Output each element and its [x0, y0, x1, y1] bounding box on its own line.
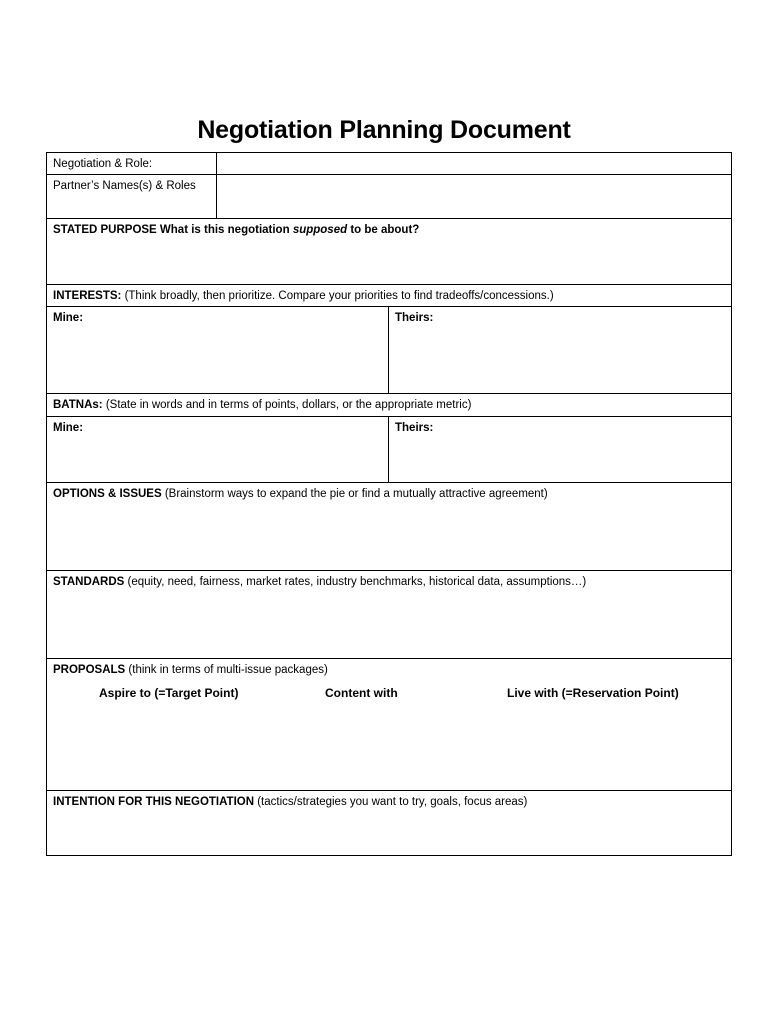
row-proposals[interactable] [47, 659, 731, 791]
batnas-description: (State in words and in terms of points, dollars, or the appropriate metric) [102, 399, 472, 411]
row-batnas [47, 417, 731, 483]
page-title: Negotiation Planning Document [197, 116, 571, 144]
planning-form [46, 152, 732, 856]
batnas-theirs-label: Theirs: [395, 422, 434, 434]
content-with-label: Content with [325, 686, 398, 700]
row-interests [47, 307, 731, 394]
batnas-heading: BATNAs: [53, 399, 103, 411]
intention-description: (tactics/strategies you want to try, goals, focus areas) [254, 796, 528, 808]
intention-heading: INTENTION FOR THIS NEGOTIATION [53, 796, 255, 808]
standards-heading: STANDARDS [53, 576, 125, 588]
stated-purpose-heading: STATED PURPOSE What is this negotiation [53, 224, 293, 236]
interests-mine-label: Mine: [53, 312, 84, 324]
proposals-heading: PROPOSALS [53, 664, 126, 676]
interests-theirs-field[interactable] [389, 307, 731, 393]
stated-purpose-label [47, 219, 731, 237]
live-with-label: Live with (=Reservation Point) [507, 686, 679, 700]
interests-heading: INTERESTS: [53, 290, 122, 302]
standards-label [47, 571, 731, 589]
interests-label [47, 285, 731, 303]
row-standards[interactable] [47, 571, 731, 659]
negotiation-role-field[interactable] [217, 153, 731, 174]
row-partners [47, 175, 731, 219]
interests-description: (Think broadly, then prioritize. Compare your priorities to find tradeoffs/concessions.) [121, 290, 554, 302]
aspire-to-label: Aspire to (=Target Point) [99, 686, 239, 700]
partners-label: Partner’s Names(s) & Roles [53, 180, 196, 192]
row-stated-purpose[interactable] [47, 219, 731, 285]
proposals-description: (think in terms of multi-issue packages) [125, 664, 328, 676]
batnas-mine-field[interactable] [47, 417, 389, 482]
options-heading: OPTIONS & ISSUES [53, 488, 162, 500]
partners-label-cell [47, 175, 217, 218]
batnas-theirs-field[interactable] [389, 417, 731, 482]
options-label [47, 483, 731, 501]
proposals-label [47, 659, 731, 677]
row-intention[interactable] [47, 791, 731, 855]
partners-field[interactable] [217, 175, 731, 218]
interests-theirs-label: Theirs: [395, 312, 434, 324]
batnas-mine-label: Mine: [53, 422, 84, 434]
negotiation-role-label: Negotiation & Role: [53, 158, 153, 170]
row-interests-header [47, 285, 731, 307]
stated-purpose-emphasis: supposed [292, 224, 348, 236]
batnas-label [47, 394, 731, 412]
negotiation-role-label-cell [47, 153, 217, 174]
options-description: (Brainstorm ways to expand the pie or find a mutually attractive agreement) [161, 488, 548, 500]
stated-purpose-rest: to be about? [347, 224, 420, 236]
standards-description: (equity, need, fairness, market rates, industry benchmarks, historical data, assumptions…) [124, 576, 587, 588]
intention-label [47, 791, 731, 809]
row-options-issues[interactable] [47, 483, 731, 571]
interests-mine-field[interactable] [47, 307, 389, 393]
row-batnas-header [47, 394, 731, 417]
row-negotiation-role [47, 153, 731, 175]
